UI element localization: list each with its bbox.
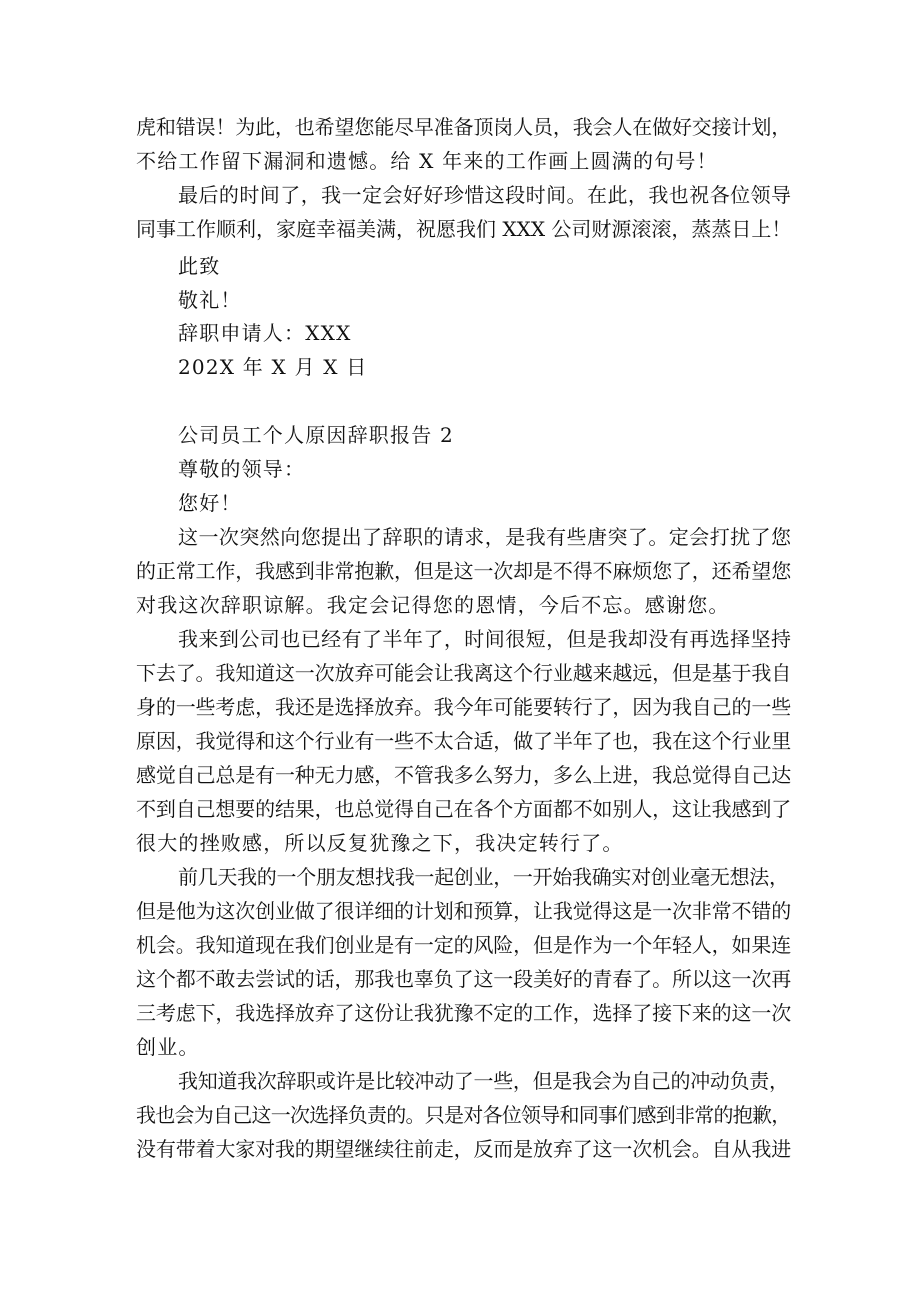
- hello-line: 您好！: [178, 491, 242, 515]
- date-line: 202X 年 X 月 X 日: [178, 355, 368, 379]
- paragraph-line: 不给工作留下漏洞和遗憾。给 X 年来的工作画上圆满的句号！: [136, 149, 718, 173]
- paragraph-line: 前几天我的一个朋友想找我一起创业，一开始我确实对创业毫无想法，: [178, 865, 789, 889]
- paragraph-line: 我也会为自己这一次选择负责的。只是对各位领导和同事们感到非常的抱歉，: [136, 1103, 791, 1127]
- paragraph-line: 同事工作顺利，家庭幸福美满，祝愿我们 XXX 公司财源滚滚，蒸蒸日上！: [136, 217, 792, 241]
- paragraph-line: 这个都不敢去尝试的话，那我也辜负了这一段美好的青春了。所以这一次再: [136, 967, 792, 991]
- paragraph-line: 没有带着大家对我的期望继续往前走，反而是放弃了这一次机会。自从我进: [136, 1137, 792, 1161]
- paragraph-line: 很大的挫败感，所以反复犹豫之下，我决定转行了。: [136, 831, 624, 855]
- paragraph-line: 下去了。我知道这一次放弃可能会让我离这个行业越来越远，但是基于我自: [136, 661, 792, 685]
- greeting-line: 尊敬的领导：: [178, 457, 306, 481]
- paragraph-line: 创业。: [136, 1035, 200, 1059]
- section-title: 公司员工个人原因辞职报告 2: [178, 423, 454, 447]
- paragraph-line: 机会。我知道现在我们创业是有一定的风险，但是作为一个年轻人，如果连: [136, 933, 792, 957]
- closing-respect: 敬礼！: [178, 288, 242, 312]
- paragraph-line: 对我这次辞职谅解。我定会记得您的恩情，今后不忘。感谢您。: [136, 593, 730, 617]
- paragraph-line: 的正常工作，我感到非常抱歉，但是这一次却是不得不麻烦您了，还希望您: [136, 559, 792, 583]
- paragraph-line: 身的一些考虑，我还是选择放弃。我今年可能要转行了，因为我自己的一些: [136, 695, 792, 719]
- paragraph-line: 原因，我觉得和这个行业有一些不太合适，做了半年了也，我在这个行业里: [136, 729, 792, 753]
- paragraph-line: 最后的时间了，我一定会好好珍惜这段时间。在此，我也祝各位领导: [178, 183, 792, 207]
- paragraph-line: 不到自己想要的结果，也总觉得自己在各个方面都不如别人，这让我感到了: [136, 797, 792, 821]
- paragraph-line: 这一次突然向您提出了辞职的请求，是我有些唐突了。定会打扰了您: [178, 525, 792, 549]
- closing-salutation: 此致: [178, 254, 221, 278]
- signer-line: 辞职申请人：XXX: [178, 321, 352, 345]
- paragraph-line: 我来到公司也已经有了半年了，时间很短，但是我却没有再选择坚持: [178, 627, 792, 651]
- paragraph-line: 虎和错误！为此，也希望您能尽早准备顶岗人员，我会人在做好交接计划，: [136, 115, 792, 139]
- paragraph-line: 但是他为这次创业做了很详细的计划和预算，让我觉得这是一次非常不错的: [136, 899, 792, 923]
- paragraph-line: 三考虑下，我选择放弃了这份让我犹豫不定的工作，选择了接下来的这一次: [136, 1001, 792, 1025]
- paragraph-line: 我知道我次辞职或许是比较冲动了一些，但是我会为自己的冲动负责，: [178, 1069, 789, 1093]
- paragraph-line: 感觉自己总是有一种无力感，不管我多么努力，多么上进，我总觉得自己达: [136, 763, 792, 787]
